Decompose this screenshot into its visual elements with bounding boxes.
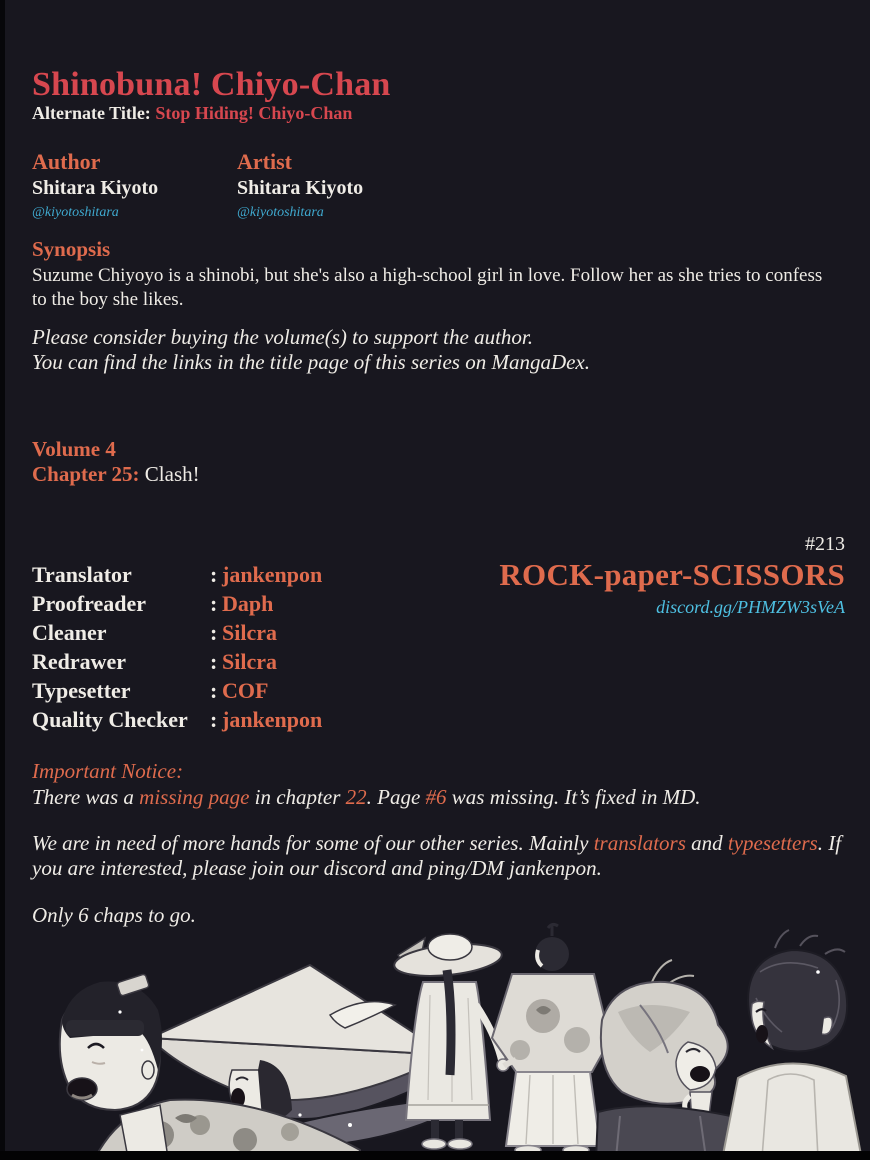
recruit-text-segment: . If you are interested, please join our discord and ping/DM jankenpon. <box>32 831 842 880</box>
artist-name: Shitara Kiyoto <box>237 177 364 199</box>
important-notice <box>32 758 842 810</box>
staff-separator: : <box>210 649 218 674</box>
staff-role: Redrawer <box>32 649 127 674</box>
laughing-girl-with-cup-illustration <box>596 960 748 1160</box>
staff-role: Translator <box>32 562 132 587</box>
notice-text-segment: There was a <box>32 785 140 809</box>
recruit-highlight-typesetters: typesetters <box>727 831 818 855</box>
notice-highlight-missing-page: missing page <box>139 785 250 809</box>
staff-separator: : <box>210 678 218 703</box>
recruitment-text <box>32 831 844 881</box>
staff-name: Silcra <box>222 649 277 674</box>
author-block <box>32 150 158 222</box>
author-handle: @kiyotoshitara <box>32 205 119 220</box>
alternate-title <box>32 103 352 124</box>
smiling-boy-illustration <box>722 930 862 1160</box>
synopsis-body: Suzume Chiyoyo is a shinobi, but she's also a high-school girl in love. Follow her as she tries to confess to the boy she likes. <box>32 265 823 310</box>
chapter-label: Chapter 25: <box>32 462 140 486</box>
author-name: Shitara Kiyoto <box>32 177 159 199</box>
staff-name: Silcra <box>222 620 277 645</box>
staff-row-translator <box>32 560 322 589</box>
important-notice-text <box>32 784 842 810</box>
notice-highlight-chapter: 22 <box>345 785 367 809</box>
staff-row-typesetter <box>32 676 322 705</box>
staff-row-cleaner <box>32 618 322 647</box>
staff-credits-list <box>32 560 322 734</box>
couple-holding-hands-illustration <box>393 924 610 1155</box>
chapter-title: Clash! <box>144 462 200 486</box>
staff-separator: : <box>210 707 218 732</box>
discord-link: discord.gg/PHMZW3sVeA <box>656 597 845 617</box>
support-note-line1: Please consider buying the volume(s) to support the author. <box>32 325 534 349</box>
alternate-title-label: Alternate Title: <box>32 103 151 123</box>
artist-block <box>237 150 363 222</box>
volume-label: Volume 4 <box>32 437 116 461</box>
staff-separator: : <box>210 562 218 587</box>
support-note-line2: You can find the links in the title page of this series on MangaDex. <box>32 350 590 374</box>
staff-role: Quality Checker <box>32 707 188 732</box>
recruit-text-segment: and <box>685 831 728 855</box>
staff-role: Proofreader <box>32 591 147 616</box>
scanlation-group-block <box>499 533 845 618</box>
page-title: Shinobuna! Chiyo-Chan <box>32 66 391 103</box>
chapters-remaining-note: Only 6 chaps to go. <box>32 903 196 927</box>
staff-row-redrawer <box>32 647 322 676</box>
synopsis-block <box>32 237 832 312</box>
alternate-title-value: Stop Hiding! Chiyo-Chan <box>155 103 353 123</box>
synopsis-label: Synopsis <box>32 237 111 261</box>
staff-separator: : <box>210 620 218 645</box>
footer-manga-characters-illustration <box>0 920 870 1160</box>
important-notice-label: Important Notice: <box>32 759 184 783</box>
artist-label: Artist <box>237 149 292 174</box>
bottom-black-bar <box>0 1151 870 1160</box>
staff-name: Daph <box>222 591 274 616</box>
chapter-line <box>32 462 200 487</box>
notice-text-segment: . Page <box>366 785 426 809</box>
notice-text-segment: was missing. It’s fixed in MD. <box>446 785 701 809</box>
support-note <box>32 325 590 375</box>
staff-row-proofreader <box>32 589 322 618</box>
recruit-text-segment: We are in need of more hands for some of our other series. Mainly <box>32 831 594 855</box>
notice-text-segment: in chapter <box>249 785 346 809</box>
release-number: #213 <box>805 533 845 555</box>
group-name: ROCK-paper-SCISSORS <box>499 557 845 592</box>
artist-handle: @kiyotoshitara <box>237 205 324 220</box>
staff-name: COF <box>222 678 269 703</box>
staff-name: jankenpon <box>222 707 323 732</box>
staff-row-quality-checker <box>32 705 322 734</box>
staff-name: jankenpon <box>222 562 323 587</box>
staff-role: Cleaner <box>32 620 107 645</box>
staff-separator: : <box>210 591 218 616</box>
author-label: Author <box>32 149 101 174</box>
notice-highlight-page: #6 <box>425 785 447 809</box>
recruit-highlight-translators: translators <box>593 831 686 855</box>
chapter-info <box>32 437 200 487</box>
staff-role: Typesetter <box>32 678 131 703</box>
